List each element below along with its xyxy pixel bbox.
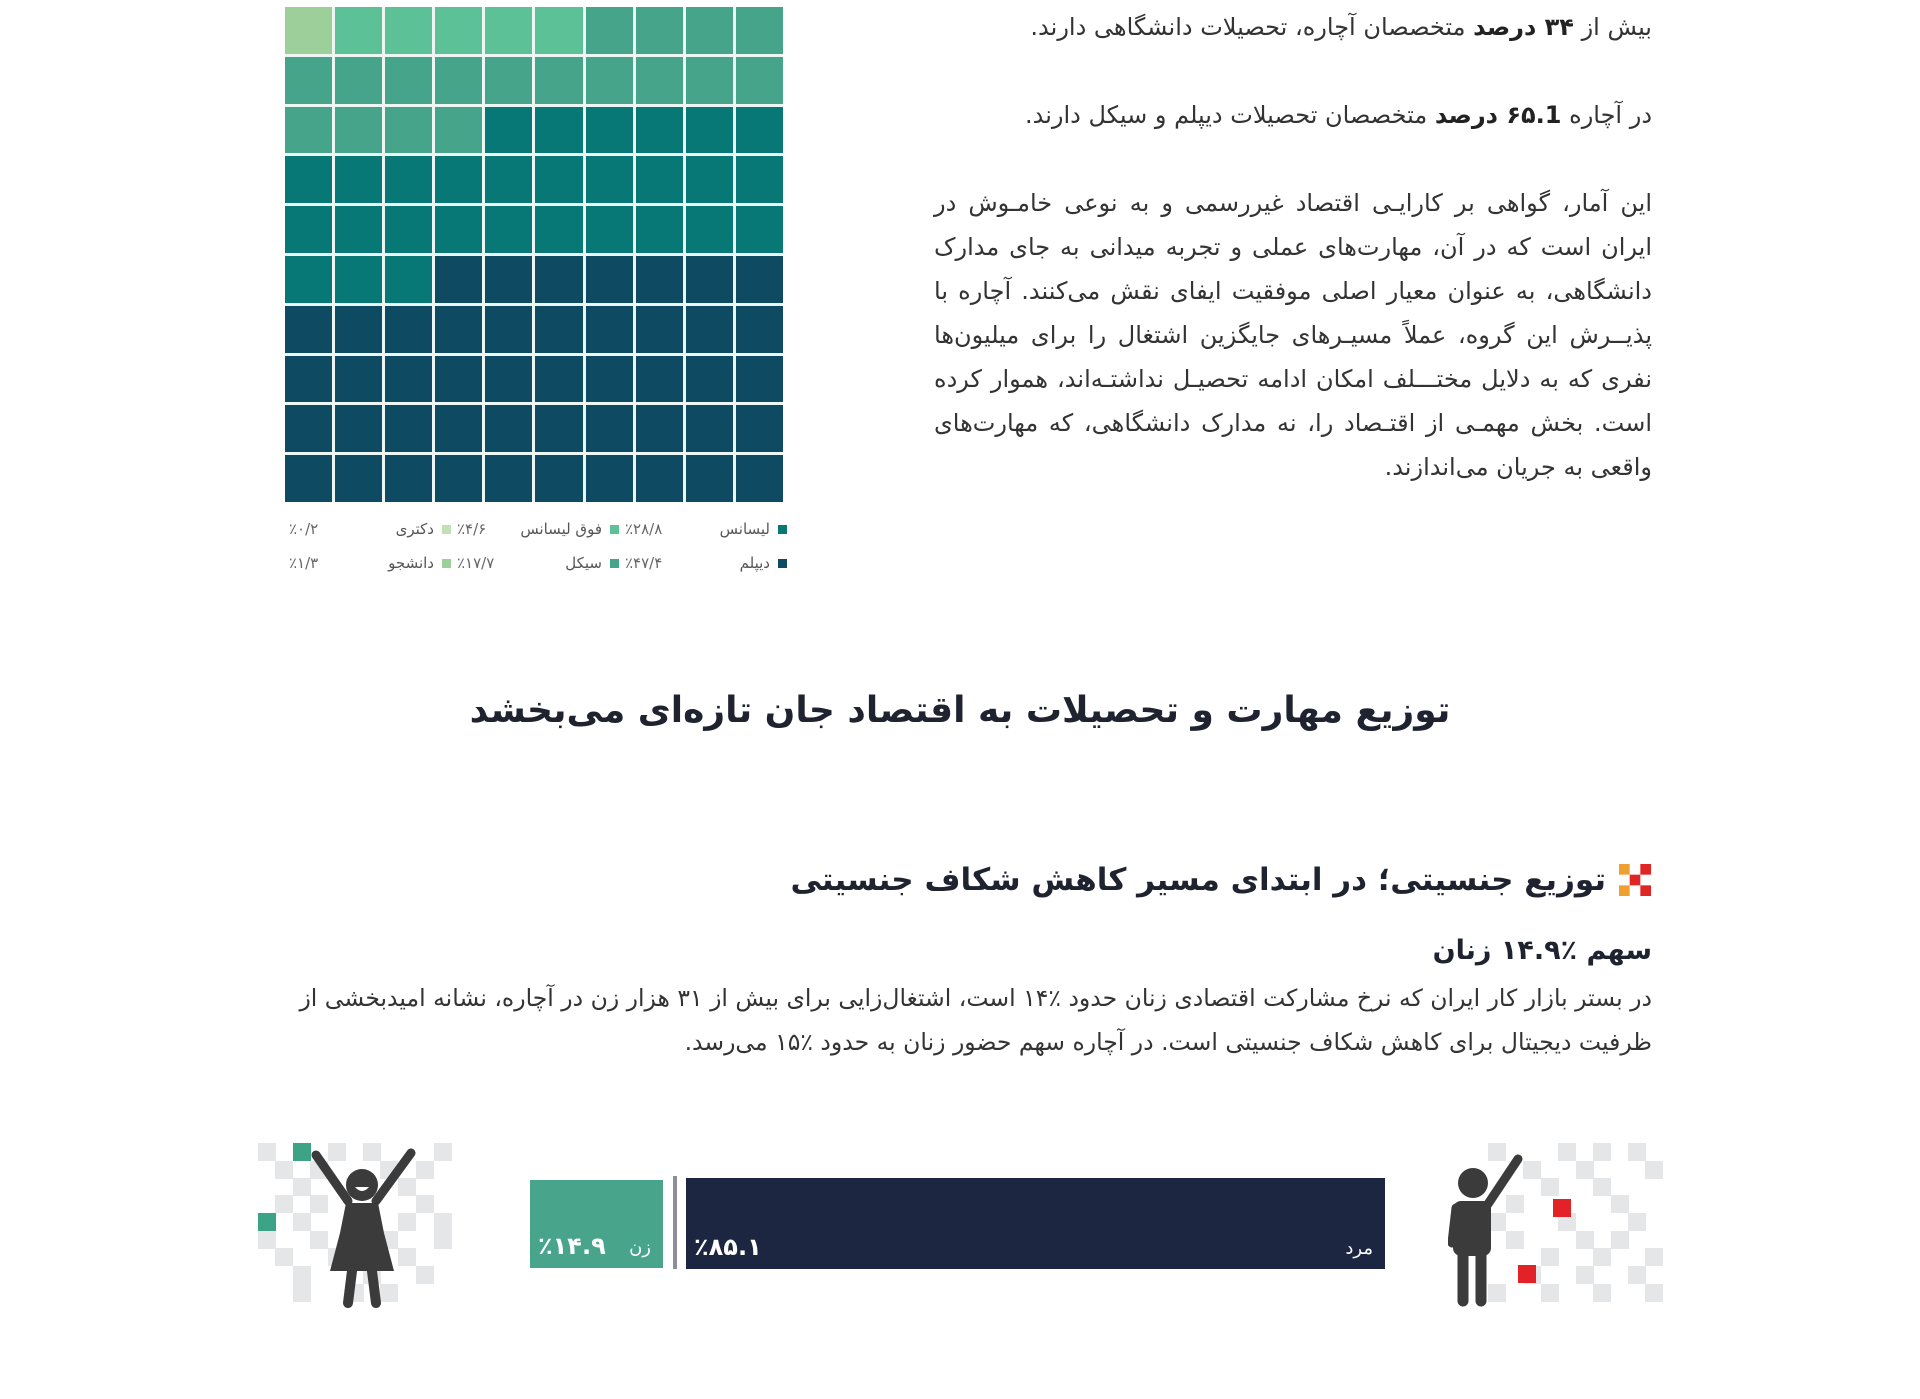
- waffle-cell: [435, 107, 482, 154]
- waffle-cell: [736, 57, 783, 104]
- waffle-cell: [586, 156, 633, 203]
- waffle-cell: [335, 7, 382, 54]
- waffle-cell: [636, 7, 683, 54]
- waffle-cell: [385, 405, 432, 452]
- waffle-cell: [736, 107, 783, 154]
- legend-item-masters: [451, 520, 619, 538]
- waffle-cell: [435, 156, 482, 203]
- gender-subheading: سهم ٪۱۴.۹ زنان: [1432, 935, 1652, 966]
- stat-line-diploma: [1025, 93, 1652, 137]
- waffle-cell: [636, 356, 683, 403]
- waffle-cell: [335, 306, 382, 353]
- waffle-cell: [535, 356, 582, 403]
- waffle-cell: [435, 206, 482, 253]
- legend-label: دکتری: [395, 520, 434, 538]
- legend-swatch: [610, 559, 619, 568]
- waffle-cell: [586, 7, 633, 54]
- waffle-cell: [285, 206, 332, 253]
- education-waffle-chart: [285, 7, 783, 502]
- waffle-cell: [285, 455, 332, 502]
- women-label: زن: [629, 1237, 651, 1258]
- waffle-cell: [285, 356, 332, 403]
- waffle-cell: [535, 57, 582, 104]
- legend-swatch: [442, 525, 451, 534]
- waffle-cell: [636, 256, 683, 303]
- waffle-cell: [535, 405, 582, 452]
- legend-value: ٪۲۸/۸: [625, 520, 663, 538]
- waffle-cell: [335, 156, 382, 203]
- waffle-cell: [586, 356, 633, 403]
- waffle-cell: [686, 156, 733, 203]
- waffle-cell: [636, 455, 683, 502]
- waffle-cell: [686, 356, 733, 403]
- waffle-cell: [435, 306, 482, 353]
- legend-label: لیسانس: [719, 520, 770, 538]
- waffle-cell: [335, 256, 382, 303]
- intro-paragraph: این آمار، گواهی بر کارایـی اقتصاد غیررسمی و به نوعی خامـوش در ایران است که در آن، مهارت‌های عملی و تجربه میدانی به جای مدارک دانشگاهی، به عنوان معیار اصلی موفقیت ایفای نقش می‌کنند. آچاره با پذیــرش این گروه، عملاً مسیـرهای جایگزین اشتغال را برای میلیون‌ها نفری که به دلایل مختـــلف امکان ادامه تحصیـل نداشتـه‌اند، هموار کرده است. بخش مهمـی از اقتـصاد را، نه مدارک دانشگاهی، که مهارت‌های واقعی به جریان می‌اندازند.: [934, 189, 1652, 481]
- waffle-cell: [736, 256, 783, 303]
- legend-label: فوق لیسانس: [520, 520, 602, 538]
- waffle-cell: [586, 455, 633, 502]
- waffle-cell: [335, 206, 382, 253]
- waffle-cell: [485, 156, 532, 203]
- waffle-cell: [385, 356, 432, 403]
- waffle-cell: [385, 57, 432, 104]
- section-heading: توزیع مهارت و تحصیلات به اقتصاد جان تازه‌ای می‌بخشد: [469, 690, 1451, 731]
- waffle-cell: [586, 306, 633, 353]
- legend-value: ٪۴۷/۴: [625, 554, 663, 572]
- waffle-cell: [485, 306, 532, 353]
- waffle-cell: [736, 306, 783, 353]
- waffle-cell: [636, 206, 683, 253]
- highlight-number: ۶۵.1 درصد: [1434, 101, 1562, 129]
- legend-value: ٪۱/۳: [289, 554, 319, 572]
- stat-line-university: [1030, 5, 1652, 49]
- waffle-cell: [736, 156, 783, 203]
- waffle-cell: [385, 455, 432, 502]
- men-value: ٪۸۵.۱: [694, 1233, 762, 1261]
- waffle-cell: [736, 405, 783, 452]
- waffle-cell: [636, 107, 683, 154]
- waffle-cell: [335, 57, 382, 104]
- text: متخصصان آچاره، تحصیلات دانشگاهی دارند.: [1030, 13, 1474, 41]
- waffle-cell: [435, 256, 482, 303]
- waffle-cell: [385, 306, 432, 353]
- waffle-cell: [335, 405, 382, 452]
- waffle-cell: [285, 156, 332, 203]
- waffle-cell: [535, 256, 582, 303]
- waffle-cell: [535, 156, 582, 203]
- waffle-cell: [435, 57, 482, 104]
- pixel-cross-icon: [1618, 864, 1652, 896]
- waffle-cell: [485, 107, 532, 154]
- legend-item-middle-school: [451, 554, 619, 572]
- gender-paragraph: در بستر بازار کار ایران که نرخ مشارکت اقتصادی زنان حدود ٪۱۴ است، اشتغال‌زایی برای بیش از ۳۱ هزار زن در آچاره، نشانه امیدبخشی از ظرفیت دیجیتال برای کاهش شکاف جنسیتی است. در آچاره سهم حضور زنان به حدود ٪۱۵ می‌رسد.: [299, 984, 1652, 1056]
- legend-item-diploma: [619, 554, 787, 572]
- waffle-cell: [435, 7, 482, 54]
- waffle-cell: [285, 405, 332, 452]
- waffle-cell: [485, 455, 532, 502]
- waffle-cell: [686, 455, 733, 502]
- waffle-cell: [636, 306, 683, 353]
- waffle-cell: [485, 256, 532, 303]
- waffle-cell: [636, 57, 683, 104]
- legend-value: ٪۰/۲: [289, 520, 319, 538]
- waffle-cell: [686, 206, 733, 253]
- waffle-cell: [335, 455, 382, 502]
- text: متخصصان تحصیلات دیپلم و سیکل دارند.: [1024, 101, 1435, 129]
- gender-heading: [790, 862, 1652, 898]
- waffle-cell: [535, 7, 582, 54]
- waffle-cell: [535, 107, 582, 154]
- legend-swatch: [778, 559, 787, 568]
- waffle-cell: [285, 57, 332, 104]
- waffle-cell: [485, 206, 532, 253]
- waffle-cell: [686, 107, 733, 154]
- text: بیش از: [1573, 13, 1652, 41]
- legend-value: ٪۴/۶: [457, 520, 487, 538]
- legend-label: دانشجو: [388, 554, 434, 572]
- waffle-cell: [385, 256, 432, 303]
- waffle-cell: [435, 356, 482, 403]
- waffle-cell: [535, 455, 582, 502]
- waffle-cell: [736, 206, 783, 253]
- waffle-cell: [736, 356, 783, 403]
- women-value: ٪۱۴.۹: [538, 1232, 606, 1260]
- waffle-cell: [385, 107, 432, 154]
- waffle-cell: [636, 156, 683, 203]
- waffle-cell: [686, 7, 733, 54]
- waffle-cell: [586, 405, 633, 452]
- legend-swatch: [778, 525, 787, 534]
- waffle-cell: [586, 107, 633, 154]
- waffle-cell: [586, 206, 633, 253]
- legend-row: [282, 546, 787, 580]
- waffle-cell: [485, 405, 532, 452]
- legend-row: [282, 512, 787, 546]
- legend-item-student: [283, 554, 451, 572]
- waffle-cell: [636, 405, 683, 452]
- waffle-cell: [686, 405, 733, 452]
- man-pointing-icon: [1448, 1143, 1663, 1308]
- legend-swatch: [442, 559, 451, 568]
- waffle-cell: [285, 306, 332, 353]
- waffle-cell: [736, 455, 783, 502]
- waffle-cell: [485, 57, 532, 104]
- women-bar: [530, 1180, 663, 1268]
- gender-heading-text: توزیع جنسیتی؛ در ابتدای مسیر کاهش شکاف جنسیتی: [790, 862, 1606, 898]
- legend-item-phd: [283, 520, 451, 538]
- waffle-cell: [485, 7, 532, 54]
- waffle-cell: [335, 107, 382, 154]
- waffle-cell: [586, 57, 633, 104]
- waffle-cell: [535, 206, 582, 253]
- legend-value: ٪۱۷/۷: [457, 554, 495, 572]
- waffle-cell: [385, 206, 432, 253]
- men-bar: [686, 1178, 1385, 1269]
- text: در آچاره: [1561, 101, 1652, 129]
- waffle-cell: [435, 405, 482, 452]
- legend-label: سیکل: [565, 554, 602, 572]
- waffle-cell: [686, 256, 733, 303]
- waffle-cell: [485, 356, 532, 403]
- legend-swatch: [610, 525, 619, 534]
- waffle-cell: [385, 7, 432, 54]
- highlight-number: ۳۴ درصد: [1473, 13, 1574, 41]
- waffle-cell: [435, 455, 482, 502]
- waffle-cell: [686, 306, 733, 353]
- waffle-cell: [285, 256, 332, 303]
- legend-label: دیپلم: [739, 554, 770, 572]
- men-label: مرد: [1345, 1238, 1373, 1259]
- waffle-cell: [736, 7, 783, 54]
- waffle-cell: [285, 7, 332, 54]
- bar-divider: [673, 1176, 677, 1269]
- waffle-legend: [282, 512, 787, 580]
- waffle-cell: [335, 356, 382, 403]
- waffle-cell: [385, 156, 432, 203]
- woman-cheering-icon: [258, 1143, 454, 1308]
- waffle-cell: [285, 107, 332, 154]
- legend-item-bachelor: [619, 520, 787, 538]
- waffle-cell: [535, 306, 582, 353]
- waffle-cell: [686, 57, 733, 104]
- waffle-cell: [586, 256, 633, 303]
